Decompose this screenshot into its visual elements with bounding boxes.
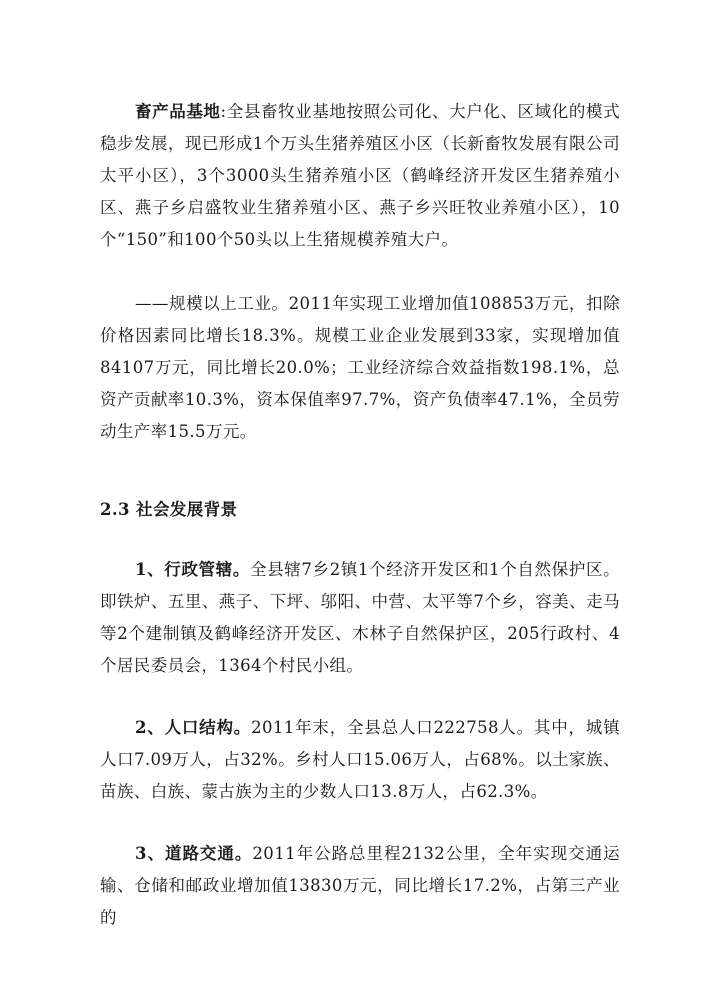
paragraph-body: 2011年公路总里程2132公里，全年实现交通运输、仓储和邮政业增加值13830万元，同比增长17.2%，占第三产业的: [100, 844, 620, 927]
paragraph-administration: [100, 554, 620, 682]
paragraph-body: :全县畜牧业基地按照公司化、大户化、区域化的模式稳步发展，现已形成1个万头生猪养殖区小区（长新畜牧发展有限公司太平小区），3个3000头生猪养殖小区（鹤峰经济开发区生猪养殖小区、燕子乡启盛牧业生猪养殖小区、燕子乡兴旺牧业养殖小区），10个“150”和100个50头以上生猪规模养殖大户。: [100, 102, 620, 249]
paragraph-body: ——规模以上工业。2011年实现工业增加值108853万元，扣除价格因素同比增长18.3%。规模工业企业发展到33家，实现增加值84107万元，同比增长20.0%；工业经济综合效益指数198.1%，总资产贡献率10.3%，资本保值率97.7%，资产负债率47.1%，全员劳动生产率15.5万元。: [100, 294, 620, 441]
paragraph-industry: [100, 288, 620, 448]
paragraph-livestock-base: [100, 96, 620, 256]
paragraph-body: 全县辖7乡2镇1个经济开发区和1个自然保护区。即铁炉、五里、燕子、下坪、邬阳、中营、太平等7个乡，容美、走马等2个建制镇及鹤峰经济开发区、木林子自然保护区，205行政村、4个居民委员会，1364个村民小组。: [100, 560, 620, 675]
paragraph-transport: [100, 838, 620, 934]
paragraph-lead: 畜产品基地: [135, 102, 221, 121]
paragraph-population: [100, 712, 620, 808]
paragraph-lead: 2、人口结构。: [135, 718, 252, 737]
paragraph-lead: 1、行政管辖。: [135, 560, 250, 579]
paragraph-body: 2011年末，全县总人口222758人。其中，城镇人口7.09万人，占32%。乡村人口15.06万人，占68%。以土家族、苗族、白族、蒙古族为主的少数人口13.8万人，占62.3%。: [100, 718, 620, 801]
section-heading: 2.3 社会发展背景: [100, 500, 238, 519]
paragraph-lead: 3、道路交通。: [135, 844, 253, 863]
